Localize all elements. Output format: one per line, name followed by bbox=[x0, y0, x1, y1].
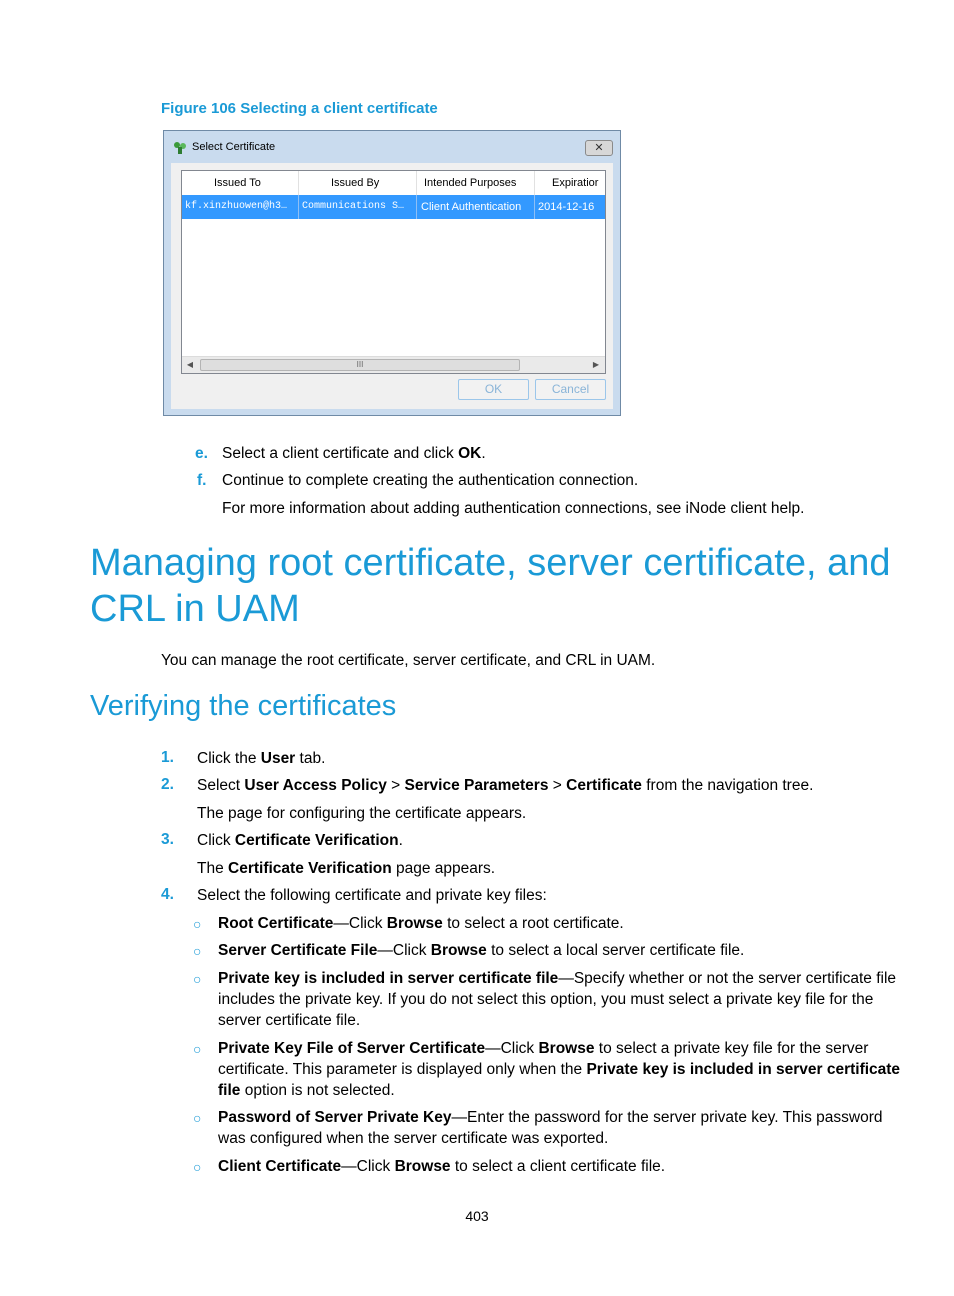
step-number: 1. bbox=[161, 749, 174, 766]
close-button[interactable]: ✕ bbox=[585, 140, 613, 156]
scroll-right-icon[interactable]: ▶ bbox=[592, 360, 600, 369]
ok-button[interactable]: OK bbox=[458, 379, 529, 400]
bullet-password-private-key: Password of Server Private Key—Enter the password for the server private key. This password bbox=[218, 1109, 883, 1126]
dialog-title: Select Certificate bbox=[192, 141, 276, 153]
bullet-password-private-key-line2: was configured when the server certificate was exported. bbox=[218, 1130, 609, 1147]
section-heading-line2: CRL in UAM bbox=[90, 588, 300, 630]
dialog-body bbox=[171, 163, 613, 409]
table-row[interactable] bbox=[182, 195, 605, 219]
cell-issued-by: Communications S… bbox=[299, 195, 417, 219]
certificate-list[interactable] bbox=[181, 170, 606, 374]
bullet-icon: ○ bbox=[193, 943, 202, 959]
step-1-text: Click the User tab. bbox=[197, 750, 326, 767]
certificate-icon bbox=[173, 141, 187, 155]
bullet-icon: ○ bbox=[193, 1041, 202, 1057]
bullet-icon: ○ bbox=[193, 971, 202, 987]
bullet-private-key-file: Private Key File of Server Certificate—Click Browse to select a private key file for the server bbox=[218, 1040, 869, 1057]
step-e-text: Select a client certificate and click OK. bbox=[222, 445, 486, 462]
bullet-private-key-included-line3: server certificate file. bbox=[218, 1012, 361, 1029]
column-header-intended-purposes[interactable]: Intended Purposes bbox=[417, 171, 535, 195]
bullet-icon: ○ bbox=[193, 1110, 202, 1126]
step-f-text: Continue to complete creating the authentication connection. bbox=[222, 472, 639, 489]
step-number: 3. bbox=[161, 831, 174, 848]
scroll-left-icon[interactable]: ◀ bbox=[186, 360, 194, 369]
bullet-icon: ○ bbox=[193, 916, 202, 932]
cell-issued-to: kf.xinzhuowen@h3… bbox=[182, 195, 299, 219]
step-marker: f. bbox=[197, 472, 207, 489]
subsection-heading: Verifying the certificates bbox=[90, 690, 397, 722]
dialog-titlebar bbox=[164, 131, 620, 163]
column-header-issued-by[interactable]: Issued By bbox=[299, 171, 417, 195]
bullet-private-key-file-line3: file option is not selected. bbox=[218, 1082, 395, 1099]
step-number: 2. bbox=[161, 776, 174, 793]
bullet-root-certificate: Root Certificate—Click Browse to select a root certificate. bbox=[218, 915, 624, 932]
bullet-private-key-included: Private key is included in server certificate file—Specify whether or not the server certificate file bbox=[218, 970, 897, 987]
step-f-note: For more information about adding authentication connections, see iNode client help. bbox=[222, 500, 805, 517]
page-number: 403 bbox=[465, 1208, 489, 1224]
cell-intended-purposes: Client Authentication bbox=[417, 195, 535, 219]
bullet-private-key-file-line2: certificate. This parameter is displayed only when the Private key is included in server certificate bbox=[218, 1061, 901, 1078]
bullet-private-key-included-line2: includes the private key. If you do not select this option, you must select a private key file for the bbox=[218, 991, 874, 1008]
horizontal-scrollbar[interactable] bbox=[182, 356, 605, 373]
step-2-text: Select User Access Policy > Service Parameters > Certificate from the navigation tree. bbox=[197, 777, 814, 794]
bullet-icon: ○ bbox=[193, 1159, 202, 1175]
figure-caption: Figure 106 Selecting a client certificate bbox=[161, 100, 438, 117]
intro-paragraph: You can manage the root certificate, server certificate, and CRL in UAM. bbox=[161, 652, 656, 669]
bullet-client-certificate: Client Certificate—Click Browse to select a client certificate file. bbox=[218, 1158, 666, 1175]
section-heading: Managing root certificate, server certificate, and bbox=[90, 542, 891, 584]
select-certificate-dialog bbox=[163, 130, 621, 416]
step-number: 4. bbox=[161, 886, 174, 903]
scroll-thumb[interactable]: III bbox=[200, 359, 520, 371]
cell-expiration: 2014-12-16 bbox=[538, 201, 595, 213]
column-header-issued-to[interactable]: Issued To bbox=[182, 171, 299, 195]
step-3-text: Click Certificate Verification. bbox=[197, 832, 403, 849]
cancel-button[interactable]: Cancel bbox=[535, 379, 606, 400]
step-4-text: Select the following certificate and private key files: bbox=[197, 887, 547, 904]
bullet-server-certificate-file: Server Certificate File—Click Browse to select a local server certificate file. bbox=[218, 942, 745, 959]
column-header-expiration[interactable]: Expiratior bbox=[535, 171, 605, 195]
step-2-note: The page for configuring the certificate appears. bbox=[197, 805, 527, 822]
step-marker: e. bbox=[195, 445, 208, 462]
step-3-note: The Certificate Verification page appears. bbox=[197, 860, 496, 877]
